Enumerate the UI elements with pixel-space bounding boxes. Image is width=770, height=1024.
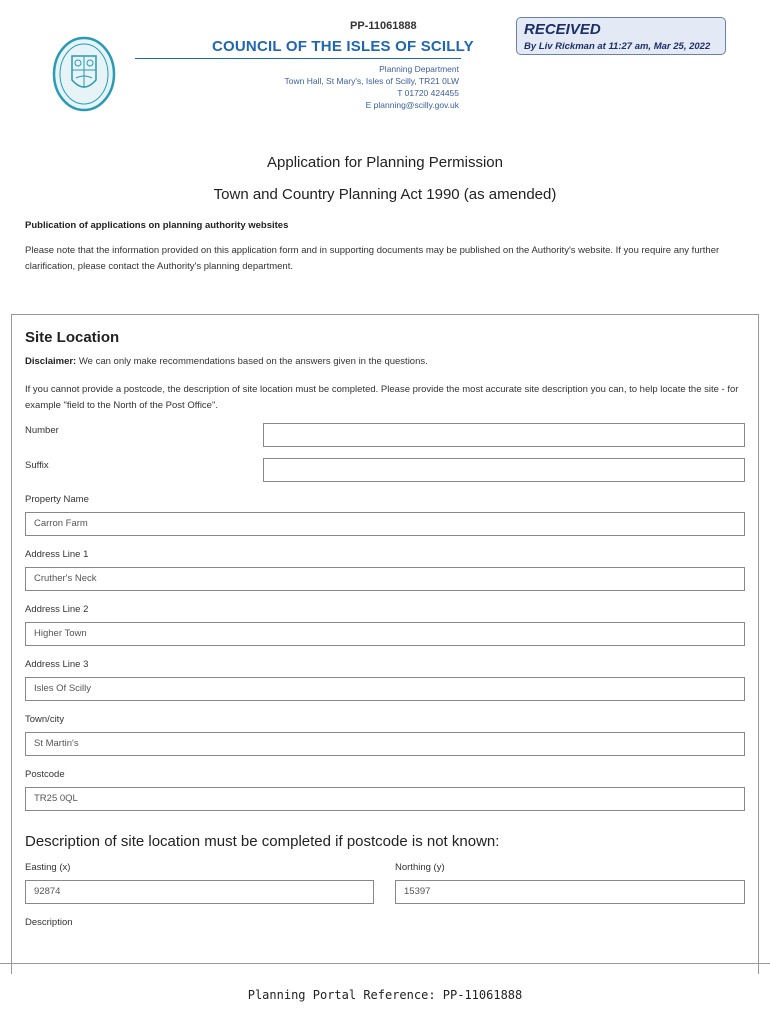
description-label: Description [25,917,73,928]
number-field[interactable] [263,423,745,447]
publication-heading: Publication of applications on planning authority websites [25,220,289,231]
address-line: Planning Department [379,64,459,74]
property-name-label: Property Name [25,494,89,505]
postcode-field[interactable]: TR25 0QL [25,787,745,811]
portal-reference: Planning Portal Reference: PP-11061888 [247,988,523,1002]
address-line-3-field[interactable]: Isles Of Scilly [25,677,745,701]
site-info-text: If you cannot provide a postcode, the description of site location must be completed. Please provide the most accurate site description you can, to help locate the site - for example "field to the North of the Post Office". [25,384,739,411]
page-bottom-divider [0,963,770,964]
address-line-2-label: Address Line 2 [25,604,89,615]
publication-text: Please note that the information provided on this application form and in supporting documents may be published on the Authority's website. If you require any further clarification, please contact the Authority's planning department. [25,245,720,272]
postcode-label: Postcode [25,769,65,780]
address-line: Town Hall, St Mary's, Isles of Scilly, TR21 0LW [284,76,459,86]
town-city-field[interactable]: St Martin's [25,732,745,756]
council-name: COUNCIL OF THE ISLES OF SCILLY [212,38,474,55]
disclaimer-text: We can only make recommendations based on the answers given in the questions. [76,356,428,367]
address-line: T 01720 424455 [397,88,459,98]
number-label: Number [25,425,59,436]
address-line-1-field[interactable]: Cruther's Neck [25,567,745,591]
address-line-2-field[interactable]: Higher Town [25,622,745,646]
disclaimer-label: Disclaimer: [25,356,77,367]
site-description-heading: Description of site location must be completed if postcode is not known: [25,833,500,850]
address-line-1-label: Address Line 1 [25,549,89,560]
suffix-label: Suffix [25,460,49,471]
address-line: E planning@scilly.gov.uk [365,100,459,110]
stamp-by-line: By Liv Rickman at 11:27 am, Mar 25, 2022 [524,41,711,52]
suffix-field[interactable] [263,458,745,482]
header-divider [135,58,461,59]
document-subtitle: Town and Country Planning Act 1990 (as amended) [213,186,557,203]
easting-label: Easting (x) [25,862,71,873]
reference-id: PP-11061888 [350,20,417,32]
disclaimer [25,356,428,367]
stamp-title: RECEIVED [524,21,601,38]
section-title: Site Location [25,329,120,346]
document-title: Application for Planning Permission [267,154,503,171]
town-city-label: Town/city [25,714,65,725]
northing-label: Northing (y) [395,862,445,873]
northing-field[interactable]: 15397 [395,880,745,904]
received-stamp [516,17,726,55]
council-crest-icon [52,36,116,112]
property-name-field[interactable]: Carron Farm [25,512,745,536]
address-line-3-label: Address Line 3 [25,659,89,670]
easting-field[interactable]: 92874 [25,880,374,904]
